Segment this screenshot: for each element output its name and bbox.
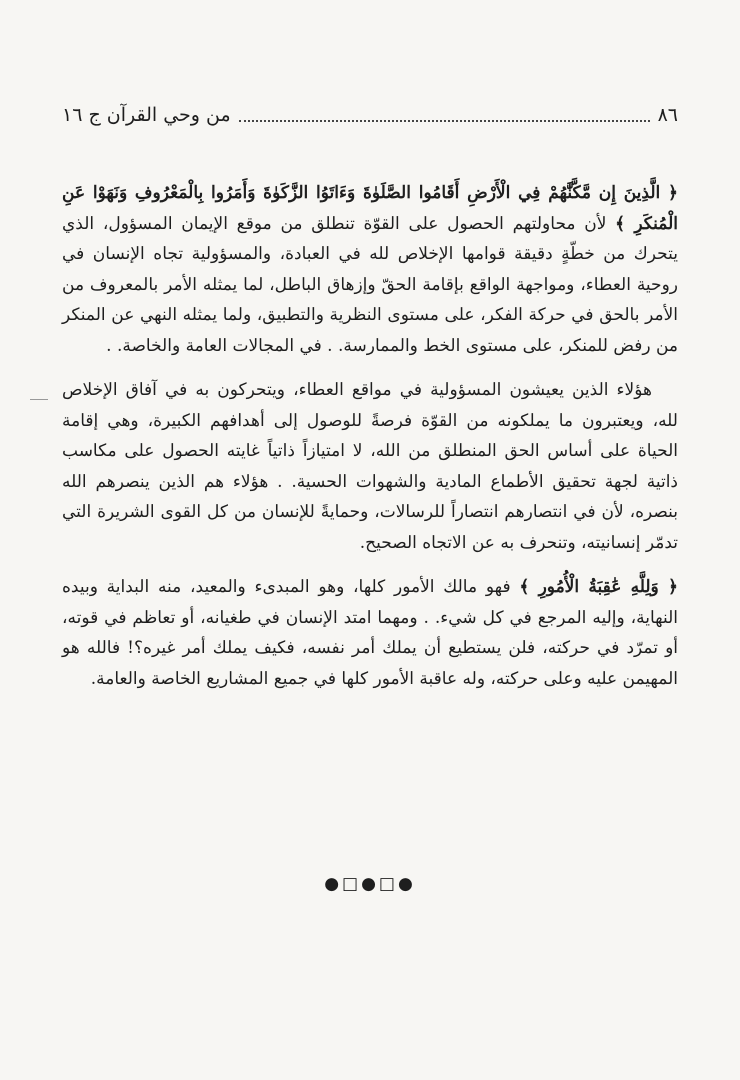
book-title: من وحي القرآن ج ١٦ bbox=[62, 104, 231, 126]
paragraph-1 bbox=[62, 178, 678, 361]
paragraph-gap bbox=[62, 361, 678, 375]
margin-mark bbox=[30, 399, 48, 400]
quran-verse-1: ﴿ الَّذِينَ إِن مَّكَّنَّٰهُمْ فِي الْأَرْضِ أَقَامُوا الصَّلَوٰةَ وَءَاتَوُا الزَّكَوٰةَ وَأَمَرُوا بِالْمَعْرُوفِ وَنَهَوْا عَنِ الْمُنكَرِ ﴾ bbox=[62, 183, 678, 234]
paragraph-3-text: فهو مالك الأمور كلها، وهو المبدىء والمعيد، منه البداية وبيده النهاية، وإليه المرجع في كل شيء. . ومهما امتد الإنسان في طغيانه، أو تعاظم في قوته، أو تمرّد في حركته، فلن يستطيع أن يملك أمر نفسه، فكيف يملك أمر غيره؟! فالله هو المهيمن عليه وعلى حركته، وله عاقبة الأمور كلها في جميع المشاريع الخاصة والعامة. bbox=[62, 577, 679, 689]
body-text bbox=[62, 178, 678, 694]
header-leader-dots bbox=[239, 120, 650, 122]
paragraph-1-text: لأن محاولتهم الحصول على القوّة تنطلق من موقع الإيمان المسؤول، الذي يتحرك من خطّةٍ دقيقة قوامها الإخلاص لله في العبادة، والمسؤولية تجاه الإنسان في روحية العطاء، ومواجهة الواقع بإقامة الحقّ وإزهاق الباطل، لما يمثله الأمر بالمعروف من الأمر بالحق في حركة الفكر، على مستوى النظرية والتطبيق، ولما يمثله النهي عن المنكر من رفض للمنكر، على مستوى الخط والممارسة. . في المجالات العامة والخاصة. . bbox=[62, 213, 678, 356]
running-header bbox=[62, 100, 678, 130]
paragraph-gap bbox=[62, 558, 678, 572]
paragraph-2 bbox=[62, 375, 678, 558]
section-ornament: ●□●□● bbox=[324, 874, 416, 894]
paragraph-2-text: هؤلاء الذين يعيشون المسؤولية في مواقع العطاء، ويتحركون به في آفاق الإخلاص لله، ويعتبرون ما يملكونه من القوّة فرصةً للوصول إلى أهدافهم الكبيرة، وهي إقامة الحياة على أساس الحق المنطلق من الله، لا امتيازاً ذاتياً غايته الحصول على مكاسب ذاتية لجهة تحقيق الأطماع المادية والشهوات الحسية. . هؤلاء هم الذين ينصرهم الله بنصره، لأن في انتصارهم انتصاراً للرسالات، وحمايةً للإنسان من كل القوى الشريرة التي تدمّر إنسانيته، وتنحرف به عن الاتجاه الصحيح. bbox=[62, 380, 678, 553]
paragraph-3 bbox=[62, 572, 678, 694]
page-number: ٨٦ bbox=[657, 104, 678, 126]
quran-verse-2: ﴿ وَلِلَّهِ عَٰقِبَةُ الْأُمُورِ ﴾ bbox=[519, 577, 678, 597]
